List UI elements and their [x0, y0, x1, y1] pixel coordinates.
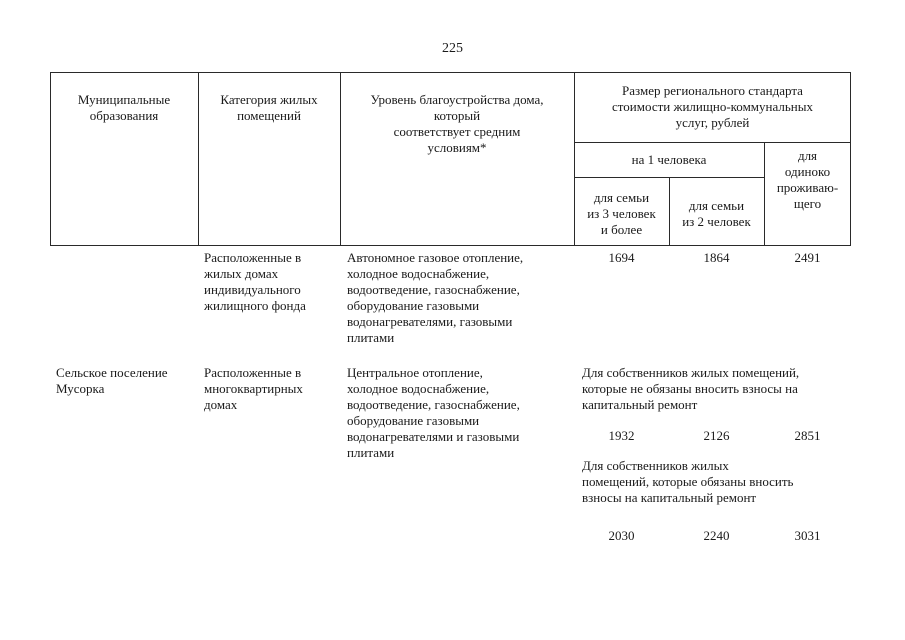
- header-family3: для семьи из 3 человек и более: [587, 190, 656, 237]
- row1-value-family2: 1864: [703, 250, 730, 265]
- header-municipality: Муниципальные образования: [77, 92, 171, 123]
- header-level: Уровень благоустройства дома, который соответствует средним условиям*: [370, 92, 544, 155]
- row2-value2-family3: 2030: [608, 528, 635, 543]
- header-top-border: [50, 72, 851, 73]
- header-category: Категория жилых помещений: [220, 92, 318, 123]
- row2-note-with-contribution: Для собственников жилых помещений, которые обязаны вносить взносы на капитальный ремонт: [582, 458, 794, 505]
- row2-value2-family2: 2240: [703, 528, 730, 543]
- row2-municipality: Сельское поселение Мусорка: [56, 365, 168, 396]
- header-single: для одиноко проживаю- щего: [776, 148, 839, 211]
- row1-value-family3: 1694: [608, 250, 635, 265]
- row2-category: Расположенные в многоквартирных домах: [204, 365, 303, 412]
- row1-level: Автономное газовое отопление, холодное водоснабжение, водоотведение, газоснабжение, оборудование газовыми водонагревателями, газовыми плитами: [347, 250, 524, 345]
- header-family2: для семьи из 2 человек: [682, 198, 751, 229]
- row1-category: Расположенные в жилых домах индивидуального жилищного фонда: [204, 250, 306, 313]
- row2-value1-family3: 1932: [608, 428, 635, 443]
- row2-value1-single: 2851: [794, 428, 821, 443]
- row2-value1-family2: 2126: [703, 428, 730, 443]
- header-per-person: на 1 человека: [631, 152, 707, 167]
- subheader-border: [574, 142, 851, 143]
- header-bottom-border: [50, 245, 851, 246]
- page-number: 225: [442, 41, 463, 56]
- row2-level: Центральное отопление, холодное водоснабжение, водоотведение, газоснабжение, оборудование газовыми водонагревателями и газовыми плитами: [347, 365, 520, 460]
- header-size: Размер регионального стандарта стоимости жилищно-коммунальных услуг, рублей: [612, 83, 813, 130]
- row2-note-no-contribution: Для собственников жилых помещений, которые не обязаны вносить взносы на капитальный ремонт: [582, 365, 800, 412]
- row2-value2-single: 3031: [794, 528, 821, 543]
- row1-value-single: 2491: [794, 250, 821, 265]
